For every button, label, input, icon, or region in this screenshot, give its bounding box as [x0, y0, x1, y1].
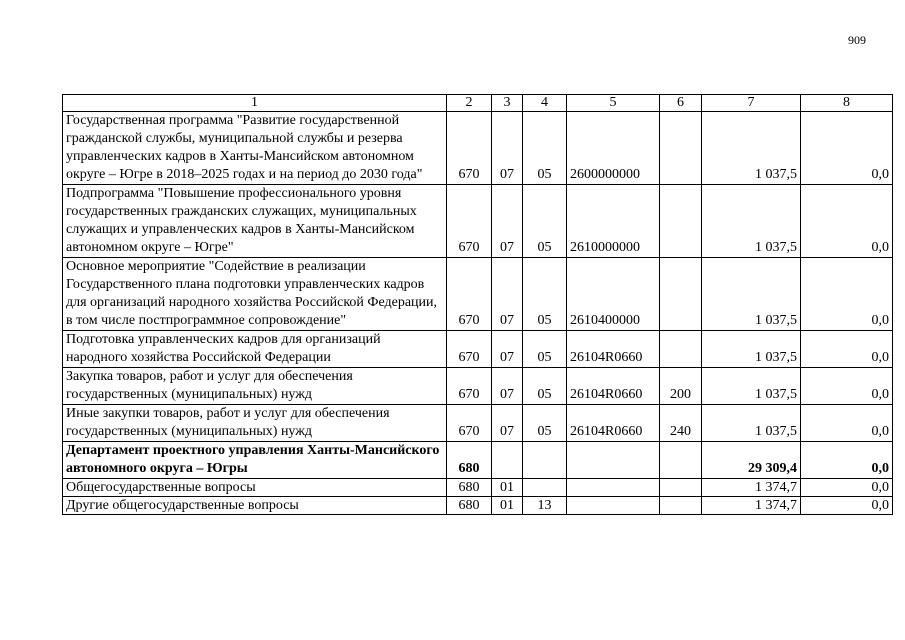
cell-amount: 1 037,5 [702, 368, 801, 405]
table-row [63, 368, 893, 405]
table-row [63, 405, 893, 442]
cell-expense-type [660, 497, 702, 515]
cell-section: 01 [492, 479, 523, 497]
cell-subsection: 05 [523, 112, 567, 185]
cell-section: 07 [492, 368, 523, 405]
cell-admin-code: 670 [447, 368, 492, 405]
cell-expense-type [660, 479, 702, 497]
cell-target-article: 2600000000 [567, 112, 660, 185]
page-number: 909 [848, 33, 866, 47]
cell-admin-code: 670 [447, 405, 492, 442]
table-header-row [63, 95, 893, 112]
cell-amount-federal: 0,0 [801, 112, 893, 185]
table-row [63, 185, 893, 258]
cell-section: 07 [492, 185, 523, 258]
cell-subsection: 13 [523, 497, 567, 515]
cell-admin-code: 670 [447, 258, 492, 331]
cell-target-article: 26104R0660 [567, 405, 660, 442]
cell-admin-code: 670 [447, 185, 492, 258]
cell-admin-code: 670 [447, 112, 492, 185]
column-header: 2 [447, 95, 492, 112]
row-name: Общегосударственные вопросы [63, 479, 447, 497]
cell-amount: 1 037,5 [702, 405, 801, 442]
column-header: 7 [702, 95, 801, 112]
cell-subsection: 05 [523, 331, 567, 368]
cell-amount: 1 037,5 [702, 258, 801, 331]
cell-target-article: 2610000000 [567, 185, 660, 258]
table-row [63, 442, 893, 479]
column-header: 3 [492, 95, 523, 112]
cell-expense-type [660, 442, 702, 479]
cell-admin-code: 680 [447, 442, 492, 479]
table-row [63, 112, 893, 185]
cell-target-article: 26104R0660 [567, 331, 660, 368]
cell-expense-type [660, 112, 702, 185]
cell-admin-code: 680 [447, 497, 492, 515]
table-row [63, 497, 893, 515]
cell-target-article [567, 497, 660, 515]
column-header: 6 [660, 95, 702, 112]
cell-section: 07 [492, 331, 523, 368]
cell-amount: 1 037,5 [702, 331, 801, 368]
row-name: Закупка товаров, работ и услуг для обеспечения государственных (муниципальных) нужд [63, 368, 447, 405]
cell-section: 07 [492, 405, 523, 442]
row-name: Другие общегосударственные вопросы [63, 497, 447, 515]
cell-expense-type [660, 258, 702, 331]
cell-expense-type [660, 185, 702, 258]
table-row [63, 258, 893, 331]
cell-subsection: 05 [523, 185, 567, 258]
cell-amount-federal: 0,0 [801, 258, 893, 331]
cell-target-article [567, 479, 660, 497]
column-header: 8 [801, 95, 893, 112]
cell-section: 07 [492, 112, 523, 185]
column-header: 1 [63, 95, 447, 112]
cell-amount: 1 037,5 [702, 185, 801, 258]
row-name: Подготовка управленческих кадров для организаций народного хозяйства Российской Федерации [63, 331, 447, 368]
cell-admin-code: 670 [447, 331, 492, 368]
row-name: Иные закупки товаров, работ и услуг для обеспечения государственных (муниципальных) нужд [63, 405, 447, 442]
cell-section: 01 [492, 497, 523, 515]
cell-amount-federal: 0,0 [801, 185, 893, 258]
cell-amount: 1 374,7 [702, 497, 801, 515]
cell-subsection [523, 479, 567, 497]
cell-amount-federal: 0,0 [801, 331, 893, 368]
row-name: Подпрограмма "Повышение профессионального уровня государственных гражданских служащих, муниципальных служащих и управленческих кадров в Ханты-Мансийском автономном округе – Югре" [63, 185, 447, 258]
cell-amount-federal: 0,0 [801, 368, 893, 405]
cell-target-article: 26104R0660 [567, 368, 660, 405]
cell-subsection: 05 [523, 368, 567, 405]
cell-section: 07 [492, 258, 523, 331]
cell-expense-type: 240 [660, 405, 702, 442]
row-name: Основное мероприятие "Содействие в реализации Государственного плана подготовки управленческих кадров для организаций народного хозяйства Российской Федерации, в том числе постпрограммное сопровождение" [63, 258, 447, 331]
cell-amount-federal: 0,0 [801, 479, 893, 497]
row-name: Государственная программа "Развитие государственной гражданской службы, муниципальной службы и резерва управленческих кадров в Ханты-Мансийском автономном округе – Югре в 2018–2025 годах и на период до 2030 года" [63, 112, 447, 185]
cell-amount-federal: 0,0 [801, 497, 893, 515]
cell-admin-code: 680 [447, 479, 492, 497]
column-header: 4 [523, 95, 567, 112]
cell-expense-type [660, 331, 702, 368]
table-row [63, 479, 893, 497]
cell-amount: 1 037,5 [702, 112, 801, 185]
budget-table [62, 94, 893, 515]
cell-subsection: 05 [523, 405, 567, 442]
row-name: Департамент проектного управления Ханты-Мансийского автономного округа – Югры [63, 442, 447, 479]
cell-subsection [523, 442, 567, 479]
cell-amount-federal: 0,0 [801, 442, 893, 479]
cell-amount: 1 374,7 [702, 479, 801, 497]
cell-target-article: 2610400000 [567, 258, 660, 331]
cell-amount-federal: 0,0 [801, 405, 893, 442]
cell-section [492, 442, 523, 479]
cell-amount: 29 309,4 [702, 442, 801, 479]
cell-subsection: 05 [523, 258, 567, 331]
column-header: 5 [567, 95, 660, 112]
table-row [63, 331, 893, 368]
cell-expense-type: 200 [660, 368, 702, 405]
cell-target-article [567, 442, 660, 479]
